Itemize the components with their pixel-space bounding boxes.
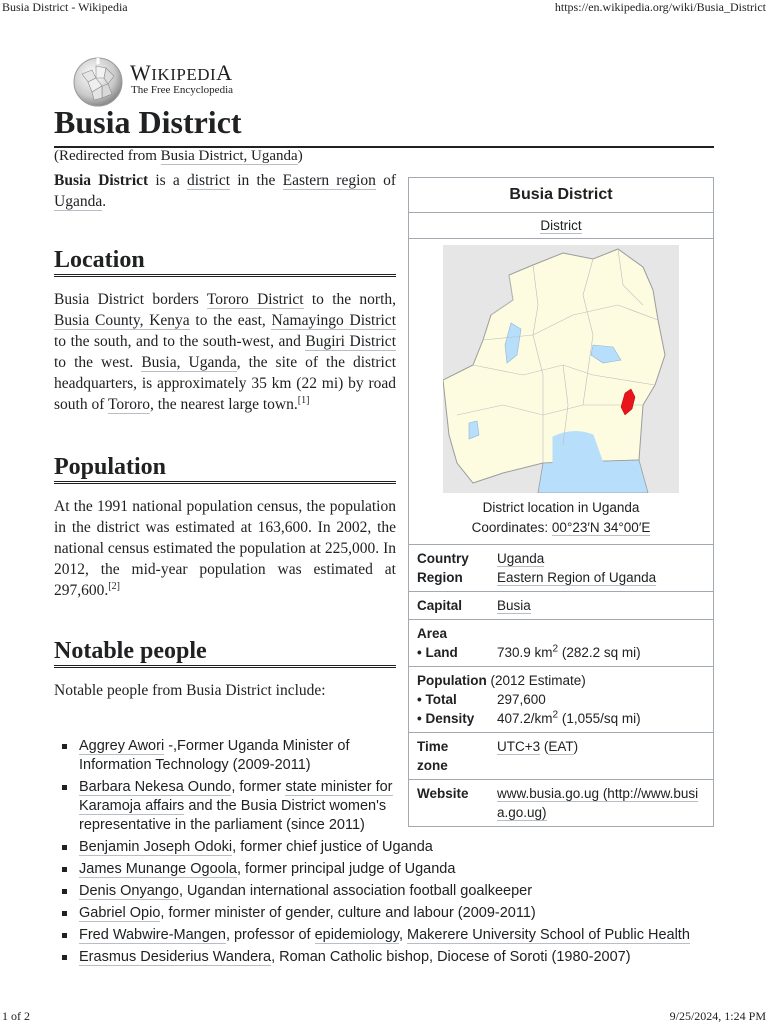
wordmark-last-letter: A	[216, 60, 233, 85]
coordinates-line	[409, 518, 713, 538]
citation-link-2[interactable]: [2]	[108, 580, 120, 592]
intro-text: .	[102, 193, 107, 210]
redirect-link[interactable]: Busia District, Uganda	[160, 148, 298, 164]
lake-victoria	[538, 460, 648, 493]
print-timestamp: 9/25/2024, 1:24 PM	[669, 1009, 766, 1023]
region-label: Region	[417, 570, 463, 585]
density-value-conversion: (1,055/sq mi)	[558, 711, 641, 726]
list-item	[54, 948, 744, 967]
location-text: , the site of the district headquarters, is approximately 35 km (22 mi) by road south of	[54, 354, 397, 413]
region-row	[409, 568, 713, 587]
population-label: Population	[417, 673, 487, 688]
person-description: -,Former Uganda Minister of Information Technology (2009-2011)	[79, 738, 350, 773]
person-description: , Ugandan international association football goalkeeper	[178, 883, 533, 899]
location-text: Busia District borders	[54, 291, 207, 308]
state-minister-karamoja-link[interactable]: state minister for Karamoja affairs	[79, 779, 393, 814]
wordmark-middle: IKIPEDI	[151, 65, 217, 84]
namayingo-district-link[interactable]: Namayingo District	[271, 312, 396, 329]
person-description: , Roman Catholic bishop, Diocese of Soroti (1980-2007)	[271, 949, 631, 965]
population-paragraph	[54, 496, 396, 601]
person-description: , former	[231, 779, 286, 795]
person-description: , professor of	[225, 927, 315, 943]
person-description: , former minister of gender, culture and labour (2009-2011)	[160, 905, 536, 921]
country-link[interactable]: Uganda	[497, 551, 545, 566]
uganda-link[interactable]: Uganda	[54, 193, 103, 210]
intro-text: in the	[230, 172, 283, 189]
district-type-link[interactable]: District	[540, 218, 582, 233]
person-link-james-ogoola[interactable]: James Munange Ogoola	[79, 861, 237, 877]
capital-row	[409, 596, 713, 615]
land-row	[409, 643, 713, 662]
person-description: , former chief justice of Uganda	[232, 839, 433, 855]
intro-text: is a	[148, 172, 187, 189]
infobox-subtitle	[409, 213, 713, 239]
epidemiology-link[interactable]: epidemiology	[314, 927, 399, 943]
location-text: to the west.	[54, 354, 142, 371]
density-sup: 2	[552, 709, 559, 721]
density-value-number: 407.2/km	[497, 711, 553, 726]
website-label: Website	[417, 786, 469, 801]
person-link-erasmus-wandera[interactable]: Erasmus Desiderius Wandera	[79, 949, 272, 965]
timezone-text: (	[540, 739, 549, 754]
eastern-region-link[interactable]: Eastern region	[282, 172, 376, 189]
infobox	[408, 177, 714, 827]
land-value-conversion: (282.2 sq mi)	[558, 645, 641, 660]
person-description: , former principal judge of Uganda	[237, 861, 456, 877]
timezone-text: )	[573, 739, 579, 754]
list-item	[54, 737, 399, 775]
population-note: (2012 Estimate)	[486, 673, 586, 688]
country-row	[409, 549, 713, 568]
country-region-section	[409, 545, 713, 592]
wikipedia-globe-icon[interactable]	[72, 56, 124, 108]
bugiri-district-link[interactable]: Bugiri District	[305, 333, 396, 350]
section-heading-population: Population	[54, 457, 396, 484]
population-section	[409, 667, 713, 733]
wikipedia-wordmark[interactable]	[130, 60, 233, 86]
notable-people-list	[54, 737, 744, 970]
population-text: At the 1991 national population census, the population in the district was estimated at 163,600. In 2002, the national census estimated the population at 225,000. In 2012, the mid-year population was estimated at 297,600.	[54, 498, 396, 599]
capital-section	[409, 592, 713, 620]
location-text: to the south, and to the south-west, and	[54, 333, 306, 350]
population-heading	[409, 671, 586, 690]
busia-uganda-link[interactable]: Busia, Uganda	[141, 354, 237, 371]
map-caption: District location in Uganda	[482, 500, 640, 515]
population-row	[409, 671, 713, 690]
website-url-link[interactable]: (http://www.busia.go.ug)	[497, 786, 699, 820]
section-heading-location: Location	[54, 250, 396, 277]
density-label: • Density	[417, 711, 475, 726]
redirect-note	[54, 148, 303, 165]
list-item	[54, 778, 449, 835]
land-label: • Land	[417, 645, 458, 660]
list-item	[54, 882, 744, 901]
citation-link-1[interactable]: [1]	[297, 394, 310, 406]
website-link[interactable]: www.busia.go.ug	[497, 786, 600, 801]
area-row	[409, 624, 713, 643]
land-sup: 2	[552, 643, 559, 655]
list-item	[54, 838, 744, 857]
person-link-fred-wabwire-mangen[interactable]: Fred Wabwire-Mangen	[79, 927, 226, 943]
location-text: , the nearest large town.	[149, 396, 298, 413]
article-body	[54, 170, 396, 701]
tororo-district-link[interactable]: Tororo District	[206, 291, 304, 308]
coordinates-link[interactable]: 00°23′N 34°00′E	[551, 520, 651, 535]
list-item	[54, 860, 744, 879]
region-link[interactable]: Eastern Region of Uganda	[497, 570, 657, 585]
notable-intro: Notable people from Busia District include:	[54, 682, 326, 699]
tororo-link[interactable]: Tororo	[107, 396, 150, 413]
infobox-title: Busia District	[409, 178, 713, 213]
page-title: Busia District	[54, 104, 242, 140]
country-label: Country	[417, 551, 469, 566]
location-paragraph	[54, 289, 396, 415]
density-row	[409, 709, 713, 728]
person-link-denis-onyango[interactable]: Denis Onyango	[79, 883, 179, 899]
redirect-prefix: (Redirected from	[54, 148, 161, 164]
intro-text: of	[375, 172, 397, 189]
land-value-number: 730.9 km	[497, 645, 553, 660]
person-link-barbara-oundo[interactable]: Barbara Nekesa Oundo	[79, 779, 232, 795]
timezone-label: Time zone	[417, 739, 449, 773]
location-text: to the north,	[303, 291, 396, 308]
total-row	[409, 690, 713, 709]
coordinates-label: Coordinates:	[471, 520, 552, 535]
person-link-gabriel-opio[interactable]: Gabriel Opio	[79, 905, 161, 921]
area-section	[409, 620, 713, 667]
total-value: 297,600	[497, 692, 546, 707]
person-description: and the Busia District women's representative in the parliament (since 2011)	[79, 798, 387, 833]
section-heading-notable-people: Notable people	[54, 641, 396, 668]
eat-link[interactable]: EAT	[548, 739, 574, 754]
capital-link[interactable]: Busia	[497, 598, 531, 613]
location-text: to the east,	[189, 312, 272, 329]
wordmark-first-letter: W	[130, 60, 152, 85]
intro-bold: Busia District	[54, 172, 149, 189]
density-value	[497, 709, 713, 728]
makerere-public-health-link[interactable]: Makerere University School of Public Health	[407, 927, 690, 943]
print-page-title: Busia District - Wikipedia	[2, 0, 128, 14]
print-url: https://en.wikipedia.org/wiki/Busia_District	[554, 0, 766, 14]
capital-label: Capital	[417, 598, 463, 613]
infobox-map-section	[409, 239, 713, 545]
redirect-suffix: )	[297, 148, 303, 164]
person-link-aggrey-awori[interactable]: Aggrey Awori	[79, 738, 165, 754]
list-item	[54, 926, 744, 945]
list-item	[54, 904, 744, 923]
utc-link[interactable]: UTC+3	[497, 739, 541, 754]
person-description: ,	[398, 927, 408, 943]
land-value	[497, 643, 713, 662]
person-link-benjamin-odoki[interactable]: Benjamin Joseph Odoki	[79, 839, 233, 855]
intro-paragraph	[54, 170, 396, 212]
area-label: Area	[417, 626, 448, 641]
district-link[interactable]: district	[186, 172, 231, 189]
uganda-map[interactable]	[443, 245, 679, 493]
total-label: • Total	[417, 692, 457, 707]
print-page-count: 1 of 2	[2, 1009, 30, 1023]
tagline: The Free Encyclopedia	[131, 84, 234, 96]
busia-county-kenya-link[interactable]: Busia County, Kenya	[54, 312, 190, 329]
